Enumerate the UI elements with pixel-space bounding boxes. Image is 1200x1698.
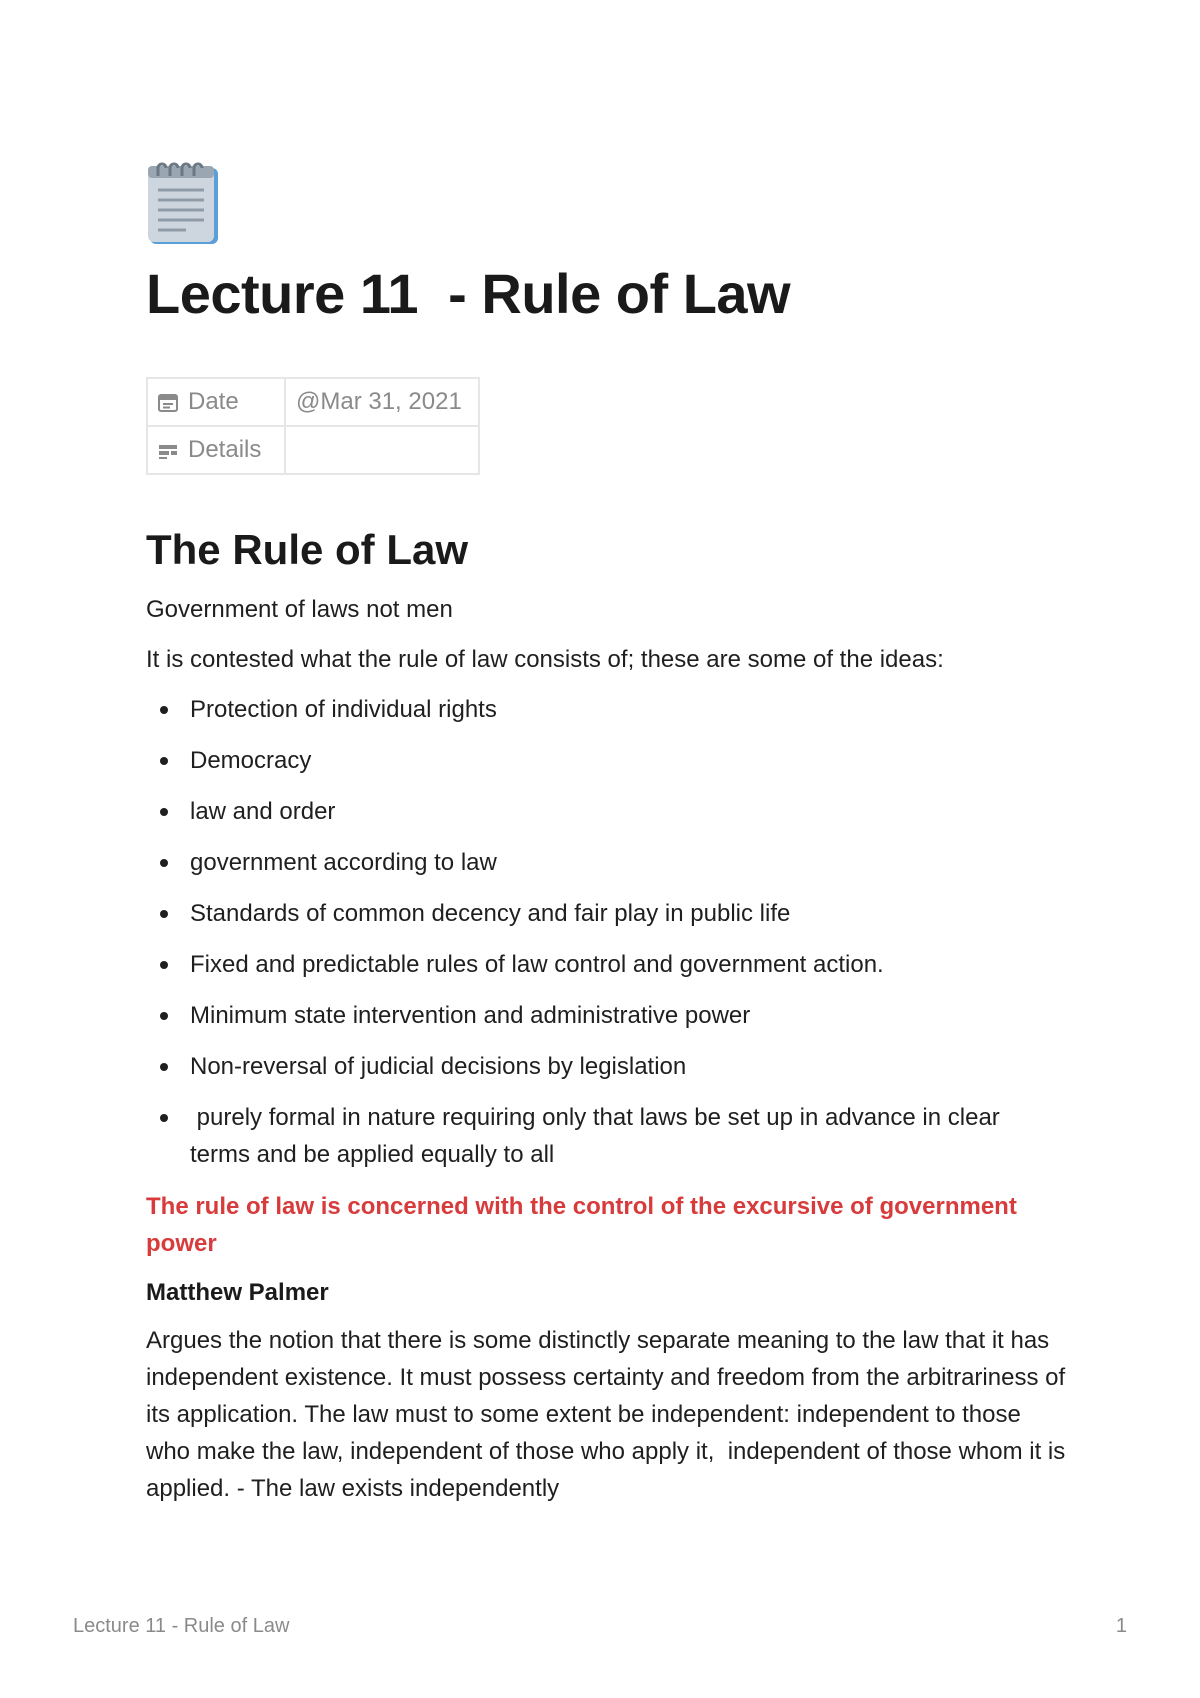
list-item: Standards of common decency and fair play in public life: [146, 895, 1046, 932]
subheading: Matthew Palmer: [146, 1279, 329, 1306]
property-row-details: [147, 426, 479, 474]
ideas-list: [146, 691, 1046, 1173]
property-value-date[interactable]: @Mar 31, 2021: [285, 378, 479, 426]
list-item: purely formal in nature requiring only that laws be set up in advance in clear terms and be applied equally to all: [146, 1099, 1046, 1173]
list-item: government according to law: [146, 844, 1046, 881]
list-item: Fixed and predictable rules of law control and government action.: [146, 946, 1046, 983]
property-row-date: [147, 378, 479, 426]
properties-table: [146, 377, 480, 475]
page-title: Lecture 11 - Rule of Law: [146, 262, 791, 325]
property-key: [147, 426, 285, 474]
lead-text: Government of laws not men: [146, 596, 453, 623]
footer-page-number: 1: [1115, 1615, 1127, 1637]
list-item: Democracy: [146, 742, 1046, 779]
property-key: [147, 378, 285, 426]
list-item: Non-reversal of judicial decisions by legislation: [146, 1048, 1046, 1085]
list-item: Protection of individual rights: [146, 691, 1046, 728]
body-paragraph: Argues the notion that there is some distinctly separate meaning to the law that it has independent existence. It must possess certainty and freedom from the arbitrariness of its application. The law must to some extent be independent: independent to those who make the law, independent of those who apply it, independent of those whom it is applied. - The law exists independently: [146, 1327, 1072, 1502]
list-item: Minimum state intervention and administrative power: [146, 997, 1046, 1034]
intro-text: It is contested what the rule of law consists of; these are some of the ideas:: [146, 646, 944, 673]
property-key-label: Date: [188, 388, 239, 415]
list-item: law and order: [146, 793, 1046, 830]
highlight-text: The rule of law is concerned with the control of the excursive of government power: [146, 1193, 1017, 1257]
footer-title: Lecture 11 - Rule of Law: [73, 1615, 290, 1637]
property-value-details[interactable]: [285, 426, 479, 474]
section-heading: The Rule of Law: [146, 526, 469, 573]
property-key-label: Details: [188, 436, 262, 463]
notepad-icon: [146, 158, 222, 246]
calendar-icon: [158, 392, 178, 412]
text-lines-icon: [158, 440, 178, 460]
